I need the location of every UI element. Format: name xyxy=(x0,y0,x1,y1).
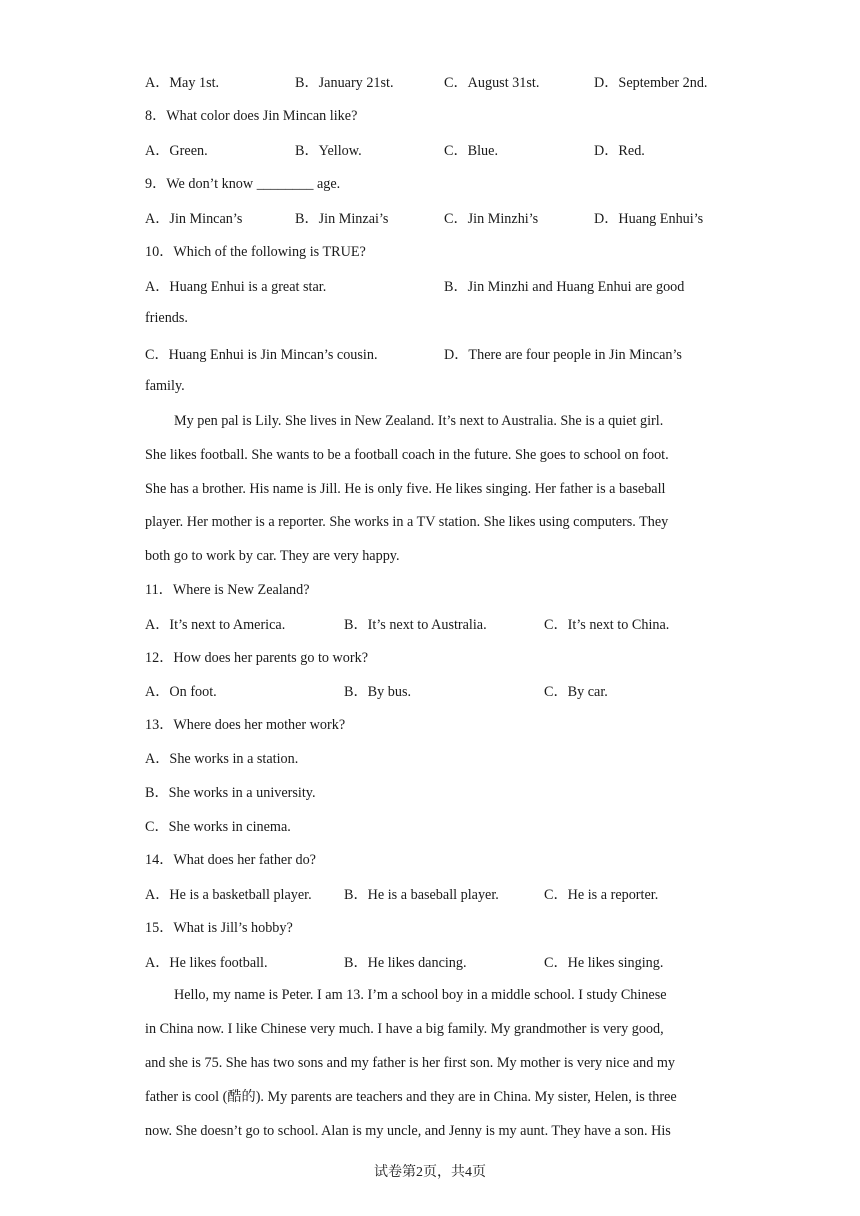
passage-line: She likes football. She wants to be a football coach in the future. She goes to school on foot. xyxy=(145,447,669,463)
q9-option-a: A．Jin Mincan’s xyxy=(145,211,243,227)
q13-option-c: C．She works in cinema. xyxy=(145,819,291,835)
q10-option-d: D．There are four people in Jin Mincan’s xyxy=(444,347,682,363)
q9-option-d: D．Huang Enhui’s xyxy=(594,211,704,227)
q15-option-c: C．He likes singing. xyxy=(544,955,664,971)
q11-option-c: C．It’s next to China. xyxy=(544,617,670,633)
q9-question: 9．We don’t know ________ age. xyxy=(145,176,341,192)
q10-option-b-continued: friends. xyxy=(145,310,188,326)
passage-line: in China now. I like Chinese very much. I have a big family. My grandmother is very good, xyxy=(145,1021,664,1037)
passage-line: father is cool (酷的). My parents are teachers and they are in China. My sister, Helen, is three xyxy=(145,1089,677,1105)
q10-option-a: A．Huang Enhui is a great star. xyxy=(145,279,327,295)
q13-option-b: B．She works in a university. xyxy=(145,785,316,801)
passage-line: both go to work by car. They are very happy. xyxy=(145,548,400,564)
q9-option-b: B．Jin Minzai’s xyxy=(295,211,389,227)
q10-option-b: B．Jin Minzhi and Huang Enhui are good xyxy=(444,279,685,295)
q7-option-d: D．September 2nd. xyxy=(594,75,708,91)
passage-line: and she is 75. She has two sons and my father is her first son. My mother is very nice and my xyxy=(145,1055,675,1071)
q12-option-a: A．On foot. xyxy=(145,684,217,700)
q8-option-d: D．Red. xyxy=(594,143,645,159)
passage-line: player. Her mother is a reporter. She works in a TV station. She likes using computers. They xyxy=(145,514,669,530)
q13-option-a: A．She works in a station. xyxy=(145,751,299,767)
q7-option-c: C．August 31st. xyxy=(444,75,540,91)
q15-option-b: B．He likes dancing. xyxy=(344,955,467,971)
q7-option-b: B．January 21st. xyxy=(295,75,394,91)
q8-question: 8．What color does Jin Mincan like? xyxy=(145,108,358,124)
q14-question: 14．What does her father do? xyxy=(145,852,316,868)
page-footer: 试卷第2页，共4页 xyxy=(374,1165,486,1180)
q8-option-b: B．Yellow. xyxy=(295,143,362,159)
passage-line: My pen pal is Lily. She lives in New Zealand. It’s next to Australia. She is a quiet girl. xyxy=(174,413,664,429)
q12-option-c: C．By car. xyxy=(544,684,608,700)
q10-option-c: C．Huang Enhui is Jin Mincan’s cousin. xyxy=(145,347,378,363)
q10-option-d-continued: family. xyxy=(145,378,185,394)
q9-option-c: C．Jin Minzhi’s xyxy=(444,211,539,227)
q13-question: 13．Where does her mother work? xyxy=(145,717,346,733)
q15-option-a: A．He likes football. xyxy=(145,955,268,971)
q11-option-a: A．It’s next to America. xyxy=(145,617,286,633)
passage-line: Hello, my name is Peter. I am 13. I’m a school boy in a middle school. I study Chinese xyxy=(174,987,667,1003)
q15-question: 15．What is Jill’s hobby? xyxy=(145,920,293,936)
q8-option-c: C．Blue. xyxy=(444,143,498,159)
q14-option-b: B．He is a baseball player. xyxy=(344,887,499,903)
q11-option-b: B．It’s next to Australia. xyxy=(344,617,487,633)
q7-option-a: A．May 1st. xyxy=(145,75,220,91)
q12-question: 12．How does her parents go to work? xyxy=(145,650,369,666)
passage-line: now. She doesn’t go to school. Alan is my uncle, and Jenny is my aunt. They have a son. His xyxy=(145,1123,671,1139)
q14-option-c: C．He is a reporter. xyxy=(544,887,659,903)
q14-option-a: A．He is a basketball player. xyxy=(145,887,312,903)
q11-question: 11．Where is New Zealand? xyxy=(145,582,310,598)
q12-option-b: B．By bus. xyxy=(344,684,412,700)
q10-question: 10．Which of the following is TRUE? xyxy=(145,244,366,260)
passage-line: She has a brother. His name is Jill. He is only five. He likes singing. Her father is a baseball xyxy=(145,481,666,497)
q8-option-a: A．Green. xyxy=(145,143,208,159)
